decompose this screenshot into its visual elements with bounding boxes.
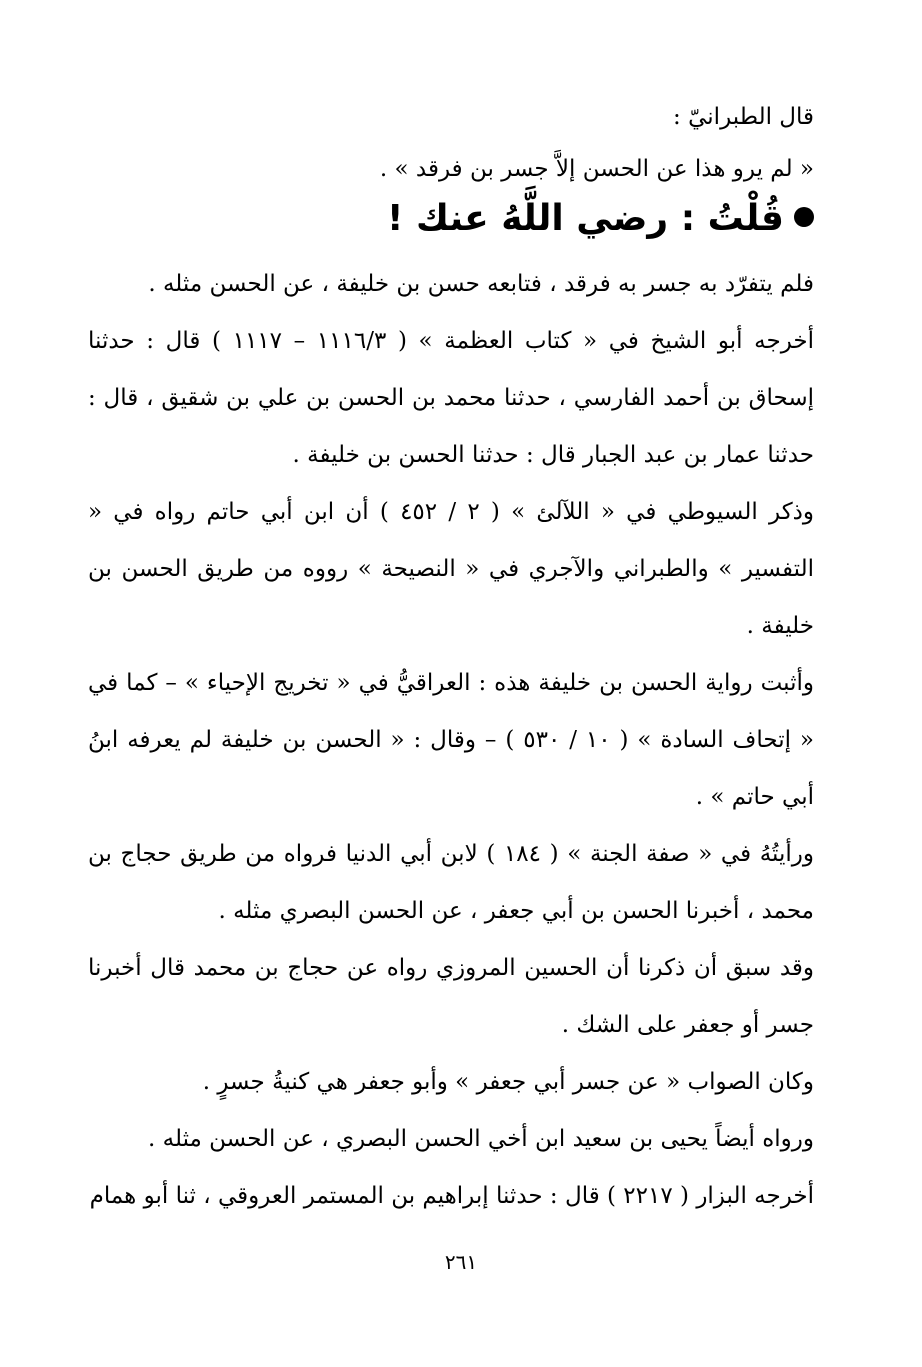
paragraph-9: أخرجه البزار ( ٢٢١٧ ) قال : حدثنا إبراهيم بن المستمر العروقي ، ثنا أبو همام [89, 1183, 814, 1209]
paragraph-8: ورواه أيضاً يحيى بن سعيد ابن أخي الحسن البصري ، عن الحسن مثله . [148, 1126, 814, 1152]
paragraph-2: أخرجه أبو الشيخ في « كتاب العظمة » ( ١١١٦/٣ – ١١١٧ ) قال : حدثنا إسحاق بن أحمد الفارسي ، حدثنا محمد بن الحسن بن علي بن شقيق ، قال : حدثنا عمار بن عبد الجبار قال : حدثنا الحسن بن خليفة . [88, 328, 815, 468]
page-number: ٢٦١ [444, 1250, 478, 1274]
paragraph-5: ورأيتُهُ في « صفة الجنة » ( ١٨٤ ) لابن أبي الدنيا فرواه من طريق حجاج بن محمد ، أخبرنا الحسن بن أبي جعفر ، عن الحسن البصري مثله . [88, 841, 814, 924]
paragraph-6: وقد سبق أن ذكرنا أن الحسين المروزي رواه عن حجاج بن محمد قال أخبرنا جسر أو جعفر على الشك . [88, 955, 814, 1038]
quote-line: « لم يرو هذا عن الحسن إلاَّ جسر بن فرقد » . [379, 156, 814, 182]
paragraph-4: وأثبت رواية الحسن بن خليفة هذه : العراقيُّ في « تخريج الإحياء » – كما في « إتحاف السادة » ( ١٠ / ٥٣٠ ) – وقال : « الحسن بن خليفة لم يعرفه ابنُ أبي حاتم » . [88, 670, 814, 810]
paragraph-1: فلم يتفرّد به جسر به فرقد ، فتابعه حسن بن خليفة ، عن الحسن مثله . [148, 271, 814, 297]
section-heading [88, 194, 814, 244]
document-page [88, 100, 814, 1225]
paragraph-3: وذكر السيوطي في « اللآلئ » ( ٢ / ٤٥٢ ) أن ابن أبي حاتم رواه في « التفسير » والطبراني والآجري في « النصيحة » رووه من طريق الحسن بن خليفة . [88, 499, 814, 639]
intro-line: قال الطبرانيّ : [673, 104, 814, 130]
heading-text: قُلْتُ : رضي اللَّهُ عنك ! [387, 198, 784, 239]
bullet-icon [794, 207, 814, 227]
paragraph-7: وكان الصواب « عن جسر أبي جعفر » وأبو جعفر هي كنيةُ جسرٍ . [202, 1069, 814, 1095]
